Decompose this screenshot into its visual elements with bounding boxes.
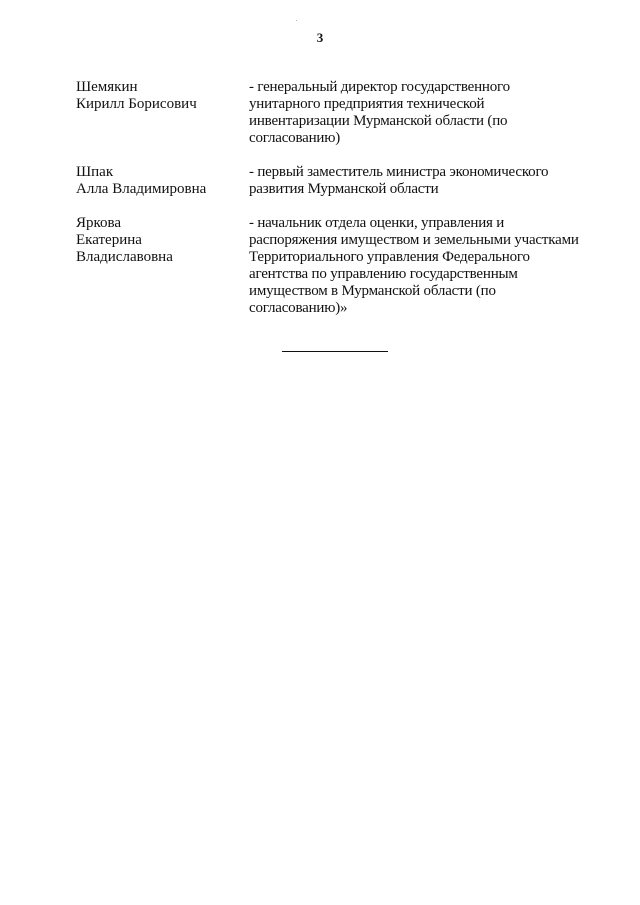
member-role [249,164,609,198]
members-list [76,79,616,317]
member-surname: Шпак [76,164,114,180]
member-given-names: Кирилл Борисович [76,96,197,112]
member-role-line: унитарного предприятия технической [249,96,485,112]
member-role-line: распоряжения имуществом и земельными участками [249,232,579,248]
member-entry-shemyakin [76,79,616,147]
member-role-line: согласованию) [249,130,341,146]
member-name [76,164,241,198]
member-given-name-first: Екатерина [76,232,142,248]
member-name [76,79,241,113]
member-role [249,79,609,147]
page-number: 3 [316,30,324,45]
member-surname: Шемякин [76,79,138,95]
member-role-line: развития Мурманской области [249,181,439,197]
member-entry-yarkova [76,215,616,317]
member-role [249,215,609,317]
member-role-line: инвентаризации Мурманской области (по [249,113,508,129]
member-given-names: Алла Владимировна [76,181,207,197]
member-role-line: - генеральный директор государственного [249,79,510,95]
member-patronymic: Владиславовна [76,249,173,265]
member-role-line: согласованию)» [249,300,348,316]
scan-speck [296,20,297,21]
member-surname: Яркова [76,215,122,231]
member-role-line: имуществом в Мурманской области (по [249,283,496,299]
member-role-line: - первый заместитель министра экономического [249,164,549,180]
member-name [76,215,241,266]
member-role-line: - начальник отдела оценки, управления и [249,215,505,231]
member-entry-shpak [76,164,616,198]
end-of-list-rule [282,351,388,352]
member-role-line: агентства по управлению государственным [249,266,518,282]
member-role-line: Территориального управления Федерального [249,249,530,265]
